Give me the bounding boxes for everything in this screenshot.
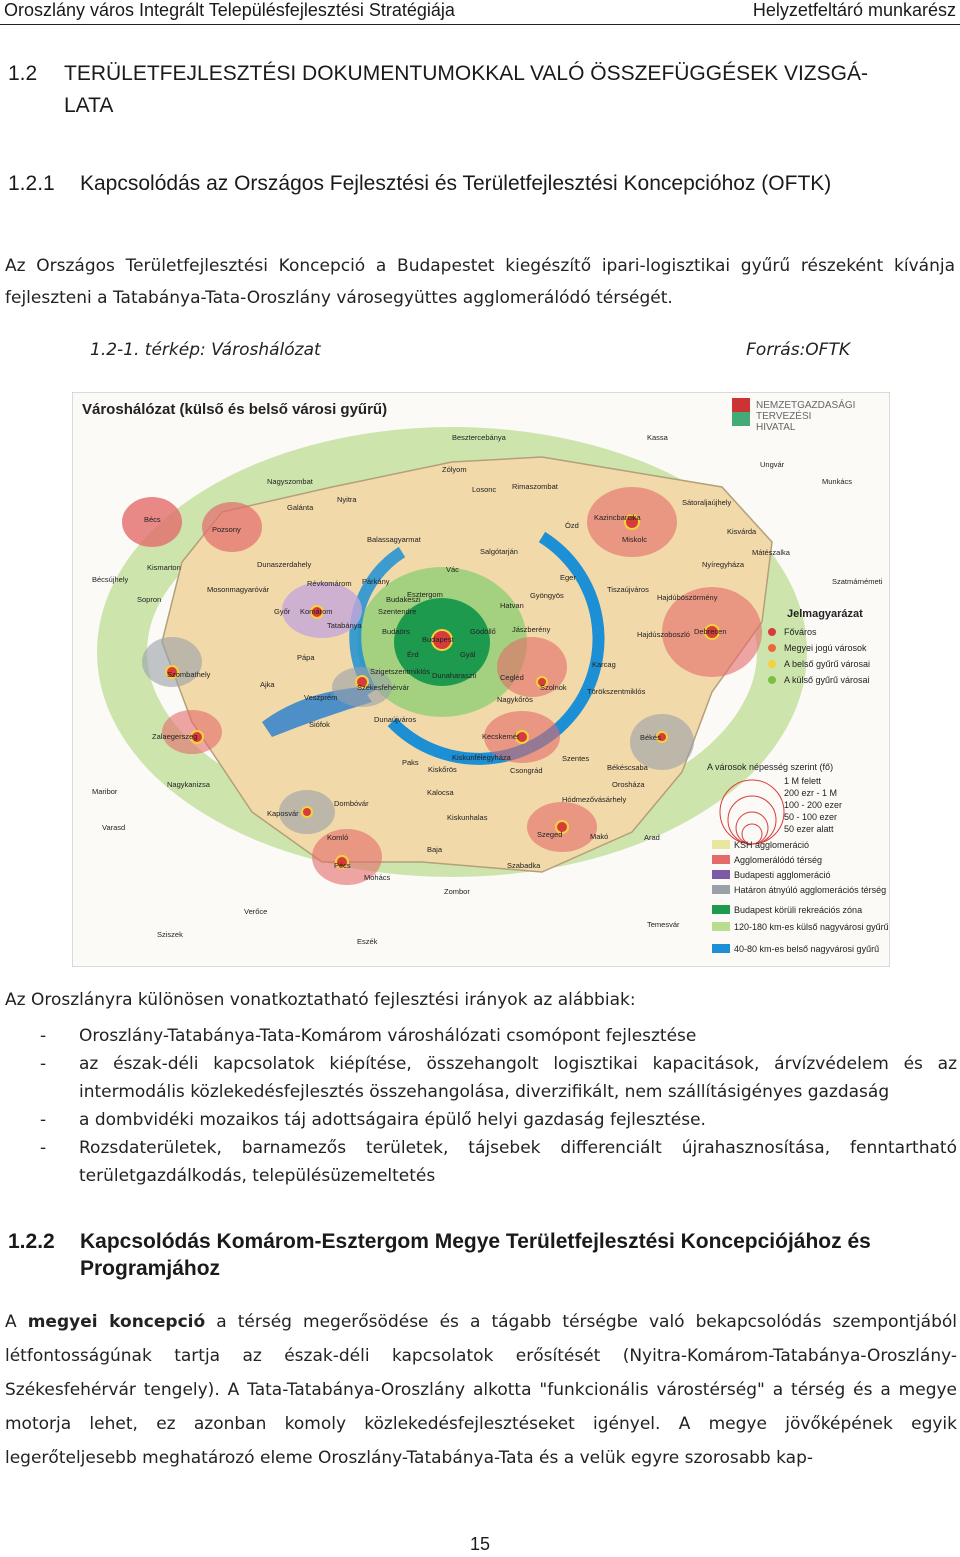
map-label: Besztercebánya [452,433,506,442]
map-label: 50 - 100 ezer [784,812,838,822]
map-label: Kiskőrös [428,765,457,774]
county-concept-paragraph [5,1305,957,1475]
section-heading-1-2-2 [8,1228,958,1282]
map-label: A városok népesség szerint (fő) [707,762,834,772]
map-label: 200 ezr - 1 M [784,788,838,798]
map-label: Győr [274,607,291,616]
map-label: Losonc [472,485,497,494]
map-label: Érd [407,650,419,659]
map-label: Kiskunfélegyháza [452,753,511,762]
map-label: A belső gyűrű városai [784,659,871,669]
list-item: - a dombvidéki mozaikos táj adottságaira épülő helyi gazdaság fejlesztése. [5,1106,957,1134]
map-label: 100 - 200 ezer [784,800,843,810]
map-label: Ajka [260,680,275,689]
map-label: Mátészalka [752,548,790,557]
figure-source: Forrás:OFTK [746,340,850,360]
map-label: Kisvárda [727,527,757,536]
map-label: 120-180 km-es külső nagyvárosi gyűrű [734,922,889,932]
directions-list [5,1022,957,1190]
map-label: Sziszek [157,930,183,939]
section-number: 1.2.1 [8,172,55,195]
header-document-title: Oroszlány város Integrált Településfejlesztési Stratégiája [4,0,455,20]
map-label: Nagykanizsa [167,780,210,789]
paragraph-rest: a térség megerősödése és a tágabb térségbe való bekapcsolódás szempontjából létfontosságúnak tartja az észak-déli kapcsolatok erősítését (Nyitra-Komárom-Tatabánya-Oroszlány-Székesfehérvár tengely). A Tata-Tatabánya-Oroszlány alkotta "funkcionális várostérség" a térség és a megye motorja lehet, ez azonban komoly közlekedésfejlesztéseket igényel. A megye jövőképének egyik legerőteljesebb meghatározó eleme Oroszlány-Tatabánya-Tata és a velük egyre szorosabb kap- [5,1312,957,1468]
map-label: Szigetszentmiklós [370,667,431,676]
map-label: Miskolc [622,535,648,544]
figure-caption [90,340,850,360]
map-label: Hatvan [500,601,524,610]
map-label: Budaörs [382,627,410,636]
map-label: Kassa [647,433,668,442]
map-label: Kecskemét [482,732,520,741]
map-label: Békés [640,733,661,742]
list-item: - Rozsdaterületek, barnamezős területek, tájsebek differenciált újrahasznosítása, fenntartható területgazdálkodás, településüzemeltetés [5,1134,957,1190]
map-label: Székesfehérvár [357,683,410,692]
map-label: Komló [327,833,349,842]
map-label: Siófok [309,720,330,729]
map-label: Kismarton [147,563,181,572]
paragraph-prefix: A [5,1312,28,1332]
map-label: 40-80 km-es belső nagyvárosi gyűrű [734,944,880,954]
map-label: Ungvár [760,460,785,469]
map-label: Nagyszombat [267,477,313,486]
figure-caption-title: 1.2-1. térkép: Városhálózat [90,340,321,360]
map-label: A külső gyűrű városai [784,675,870,685]
section-heading-1-2-1 [8,170,938,198]
map-label: Sátoraljaújhely [682,498,732,507]
map-label: Párkány [362,577,390,586]
map-label: Salgótarján [480,547,518,556]
map-label: Rimaszombat [512,482,558,491]
section-title: Kapcsolódás Komárom-Esztergom Megye Területfejlesztési Koncepciójához és Programjához [80,1230,871,1280]
map-label: Verőce [244,907,268,916]
map-label: Orosháza [612,780,645,789]
map-label: Nagykőrös [497,695,533,704]
page-number: 15 [469,1534,491,1554]
map-label: Révkomárom [307,579,352,588]
map-label: Balassagyarmat [367,535,421,544]
section-number: 1.2 [8,62,38,85]
map-label: Pécs [334,861,351,870]
section-title: Kapcsolódás az Országos Fejlesztési és Területfejlesztési Koncepcióhoz (OFTK) [80,172,832,195]
directions-intro: Az Oroszlányra különösen vonatkoztatható fejlesztési irányok az alábbiak: [5,990,636,1010]
map-label: Zombor [444,887,470,896]
map-label: Dunaharaszti [432,671,477,680]
map-label: Maribor [92,787,118,796]
map-label: Varasd [102,823,126,832]
map-label: Makó [590,832,609,841]
map-label: Budapest [422,635,454,644]
map-label: Jászberény [512,625,551,634]
map-label: Jelmagyarázat [787,608,863,620]
map-label: Zólyom [442,465,467,474]
map-label: Galánta [287,503,314,512]
map-label: Kazincbarcika [594,513,641,522]
map-label: Szatmárnémeti [832,577,883,586]
map-label: Debrecen [694,627,727,636]
map-label: Szabadka [507,861,541,870]
map-label: Szolnok [540,683,567,692]
map-label: Komárom [300,607,333,616]
map-label: HIVATAL [756,422,796,433]
map-label: Szentendre [378,607,417,616]
map-label: Veszprém [304,693,338,702]
city-network-map [72,392,890,967]
map-label: Eger [560,573,576,582]
map-label: Kalocsa [427,788,454,797]
map-label: Sopron [137,595,162,604]
map-label: Ózd [565,521,579,530]
map-label: Pozsony [212,525,241,534]
map-label: Budapest körüli rekreációs zóna [734,905,863,915]
map-label: Tiszaújváros [607,585,649,594]
map-label: Bécs [144,515,161,524]
list-item: - az észak-déli kapcsolatok kiépítése, összehangolt logisztikai kapacitások, árvízvédelem és az intermodális közlekedésfejlesztés összehangolása, diverzifikált, nem szállításigényes gazdaság [5,1050,957,1106]
section-heading-1-2 [8,58,938,122]
map-label: Hajdúszoboszló [637,630,690,639]
map-label: Nyitra [337,495,357,504]
map-label: Pápa [297,653,315,662]
map-label: Törökszentmiklós [587,687,646,696]
oftk-paragraph: Az Országos Területfejlesztési Koncepció a Budapestet kiegészítő ipari-logisztikai gyűrű részeként kívánja fejleszteni a Tatabánya-Tata-Oroszlány városegyüttes agglomerálódó térségét. [5,256,955,308]
map-label: Budapesti agglomeráció [734,870,831,880]
map-label: Baja [427,845,443,854]
page-header [0,0,960,25]
map-label: Dunaújváros [374,715,417,724]
map-label: Budakeszi [386,595,421,604]
map-label: Kiskunhalas [447,813,488,822]
map-label: 50 ezer alatt [784,824,834,834]
map-label: Főváros [784,627,817,637]
map-label: Szentes [562,754,590,763]
map-label: Paks [402,758,419,767]
map-label: Arad [644,833,660,842]
map-label: Tatabánya [327,621,362,630]
map-label: Békéscsaba [607,763,648,772]
map-label: Munkács [822,477,853,486]
map-label: Csongrád [510,766,543,775]
map-label: Temesvár [647,920,680,929]
map-label: Esztergom [407,590,443,599]
map-label: Dombóvár [334,799,369,808]
map-label: NEMZETGAZDASÁGI [756,400,856,411]
map-label: Bécsújhely [92,575,129,584]
map-label: Megyei jogú városok [784,643,867,653]
list-item: - Oroszlány-Tatabánya-Tata-Komárom városhálózati csomópont fejlesztése [5,1022,957,1050]
section-title-line1: TERÜLETFEJLESZTÉSI DOKUMENTUMOKKAL VALÓ ÖSSZEFÜGGÉSEK VIZSGÁ- [64,62,868,85]
paragraph-bold-term: megyei koncepció [27,1312,206,1332]
map-label: Gyál [460,650,476,659]
section-number: 1.2.2 [8,1230,55,1253]
map-label: Zalaegerszeg [152,732,198,741]
map-label: Szeged [537,830,563,839]
map-label: Dunaszerdahely [257,560,312,569]
map-label: Gyöngyös [530,591,564,600]
map-label: TERVEZÉSI [756,411,812,422]
map-label: KSH agglomeráció [734,840,810,850]
map-label: 1 M felett [784,776,822,786]
map-label: Határon átnyúló agglomerációs térség [734,885,887,895]
map-label: Nyíregyháza [702,560,745,569]
map-label: Hajdúböszörmény [657,593,718,602]
map-label: Szombathely [167,670,211,679]
section-title-line2: LATA [64,94,114,117]
map-label: Mosonmagyaróvár [207,585,270,594]
map-label: Kaposvár [267,809,299,818]
map-label: Cegléd [500,673,524,682]
map-title: Városhálózat (külső és belső városi gyűrű) [82,401,388,418]
map-label: Vác [446,565,459,574]
map-label: Agglomerálódó térség [734,855,823,865]
map-label: Gödöllő [470,627,496,636]
map-label: Eszék [357,937,378,946]
map-label: Karcag [592,660,616,669]
map-label: Hódmezővásárhely [562,795,627,804]
map-label: Mohács [364,873,391,882]
header-section-name: Helyzetfeltáró munkarész [752,0,956,20]
